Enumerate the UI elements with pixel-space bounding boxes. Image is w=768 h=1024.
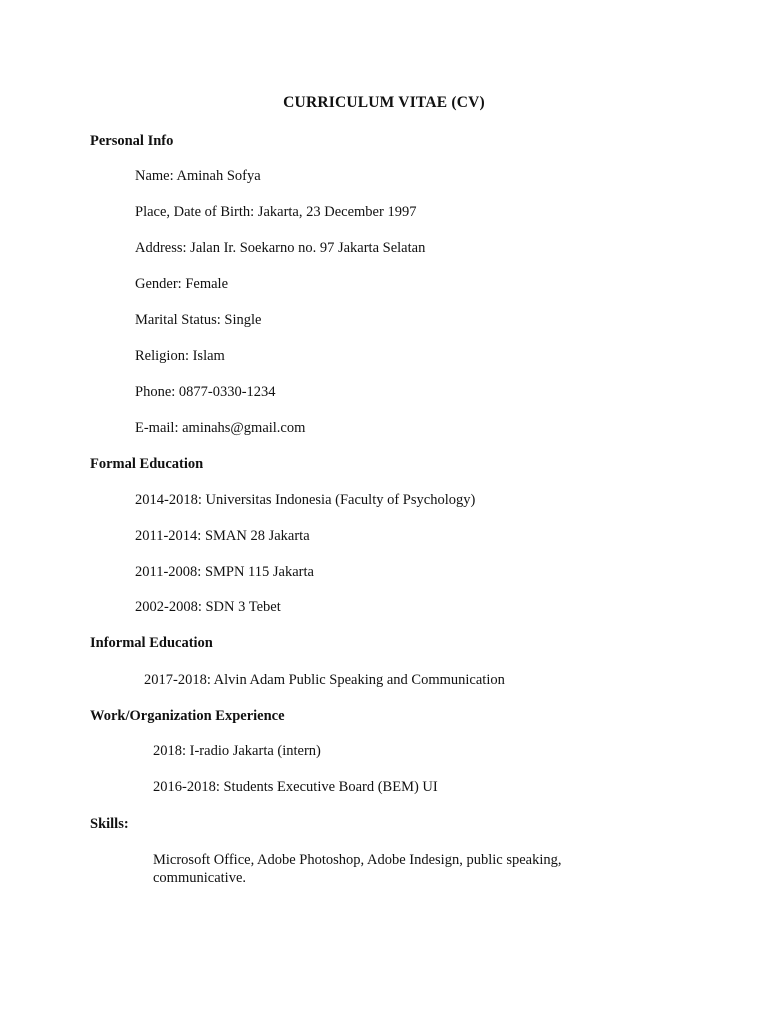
personal-info-name: Name: Aminah Sofya bbox=[135, 168, 261, 184]
informal-education-heading: Informal Education bbox=[90, 635, 213, 651]
formal-education-item: 2011-2008: SMPN 115 Jakarta bbox=[135, 564, 314, 580]
personal-info-email: E-mail: aminahs@gmail.com bbox=[135, 420, 306, 436]
informal-education-item: 2017-2018: Alvin Adam Public Speaking and Communication bbox=[144, 672, 505, 688]
personal-info-religion: Religion: Islam bbox=[135, 348, 225, 364]
formal-education-item: 2014-2018: Universitas Indonesia (Faculty of Psychology) bbox=[135, 492, 476, 508]
personal-info-phone: Phone: 0877-0330-1234 bbox=[135, 384, 276, 400]
skills-heading: Skills: bbox=[90, 816, 129, 832]
personal-info-address: Address: Jalan Ir. Soekarno no. 97 Jakarta Selatan bbox=[135, 240, 426, 256]
formal-education-heading: Formal Education bbox=[90, 456, 204, 472]
personal-info-heading: Personal Info bbox=[90, 133, 174, 149]
personal-info-gender: Gender: Female bbox=[135, 276, 229, 292]
work-experience-item: 2016-2018: Students Executive Board (BEM) UI bbox=[153, 779, 438, 795]
document-title: CURRICULUM VITAE (CV) bbox=[283, 94, 485, 111]
work-experience-heading: Work/Organization Experience bbox=[90, 708, 285, 724]
skills-text: Microsoft Office, Adobe Photoshop, Adobe Indesign, public speaking, communicative. bbox=[153, 852, 562, 886]
personal-info-birth: Place, Date of Birth: Jakarta, 23 December 1997 bbox=[135, 204, 417, 220]
formal-education-item: 2002-2008: SDN 3 Tebet bbox=[135, 599, 281, 615]
work-experience-item: 2018: I-radio Jakarta (intern) bbox=[153, 743, 321, 759]
formal-education-item: 2011-2014: SMAN 28 Jakarta bbox=[135, 528, 310, 544]
personal-info-marital-status: Marital Status: Single bbox=[135, 312, 262, 328]
